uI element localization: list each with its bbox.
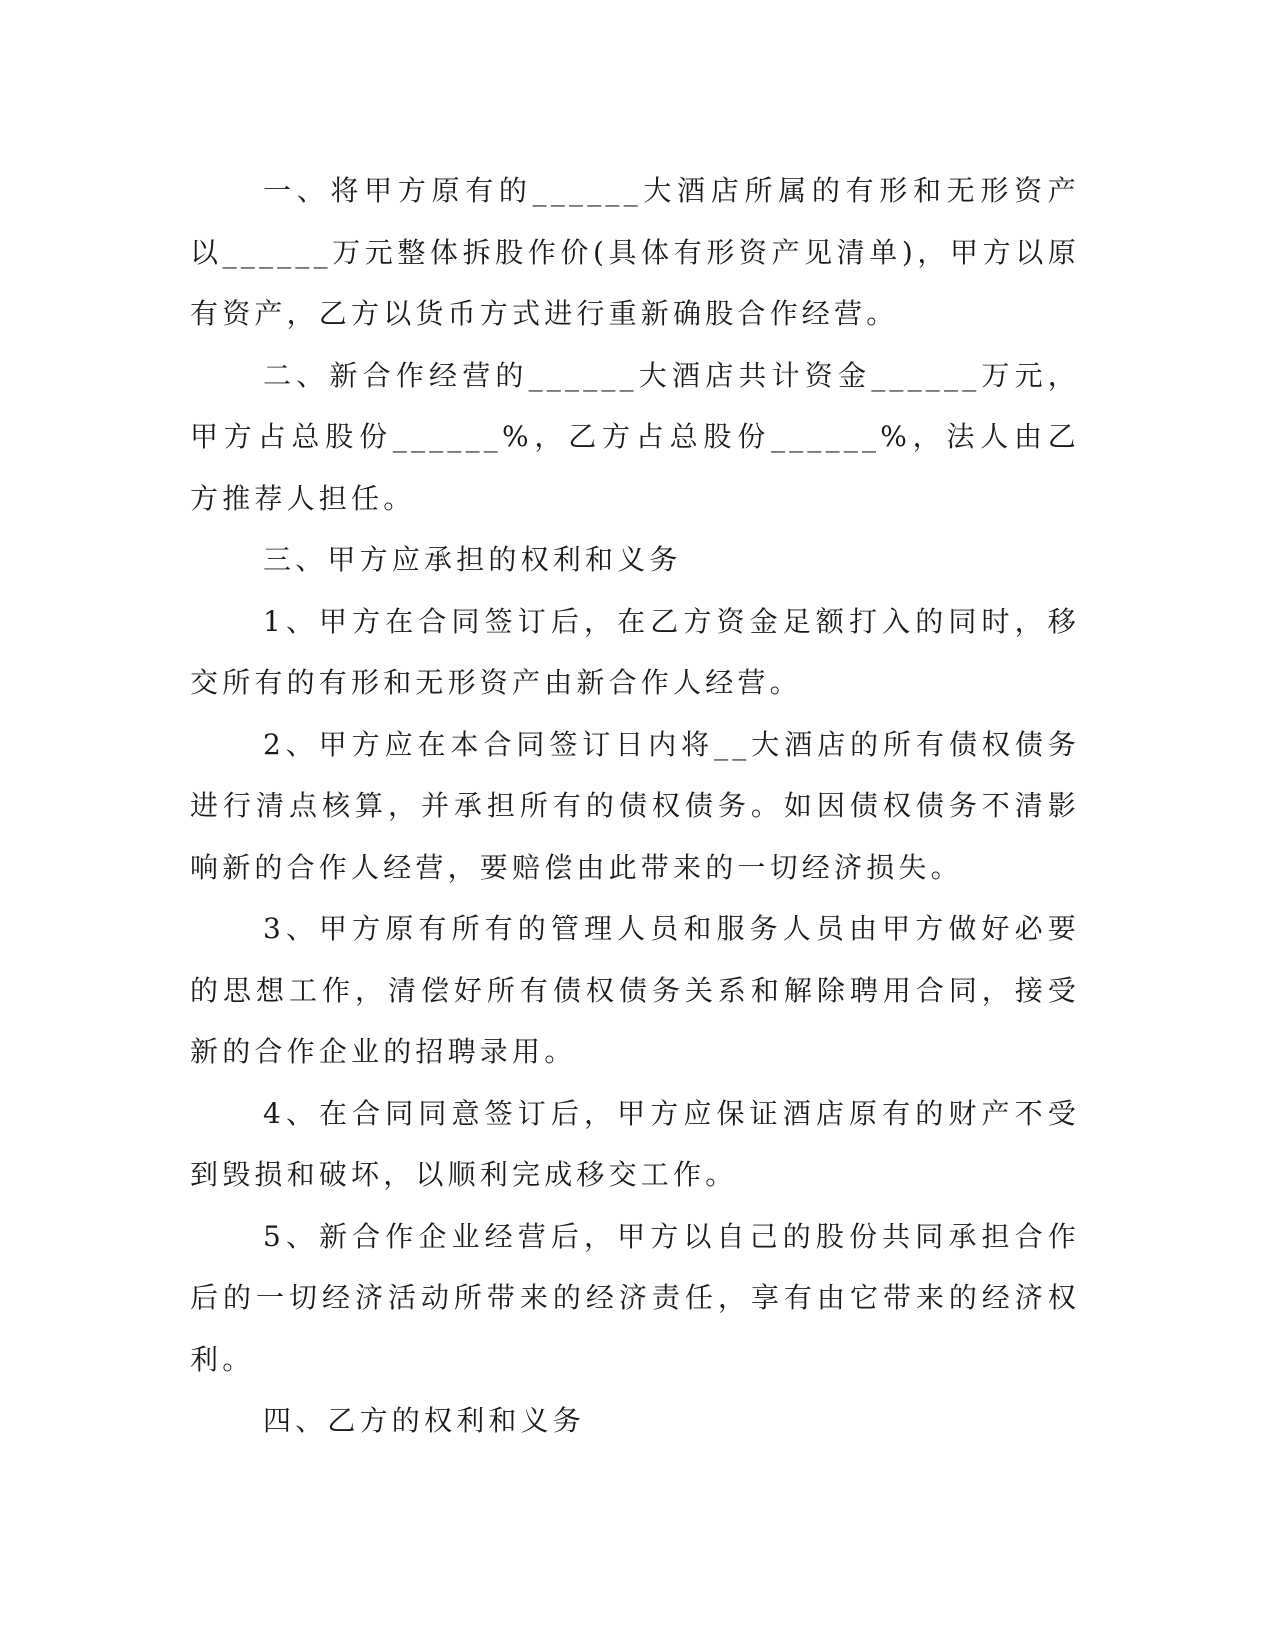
document-body <box>190 160 1080 1452</box>
section-heading-party-b-duties: 四、乙方的权利和义务 <box>263 1404 586 1437</box>
party-a-item-5: 5、新合作企业经营后，甲方以自己的股份共同承担合作后的一切经济活动所带来的经济责任，享有由它带来的经济权利。 <box>190 1219 1080 1376</box>
section-heading-party-a-duties: 三、甲方应承担的权利和义务 <box>263 543 682 576</box>
party-a-item-2: 2、甲方应在本合同签订日内将__大酒店的所有债权债务进行清点核算，并承担所有的债权债务。如因债权债务不清影响新的合作人经营，要赔偿由此带来的一切经济损失。 <box>190 727 1080 884</box>
party-a-item-4: 4、在合同同意签订后，甲方应保证酒店原有的财产不受到毁损和破坏，以顺利完成移交工作。 <box>190 1096 1080 1191</box>
clause-2-capital-shares: 二、新合作经营的______大酒店共计资金______万元，甲方占总股份______%，乙方占总股份______%，法人由乙方推荐人担任。 <box>190 358 1080 515</box>
party-a-item-1: 1、甲方在合同签订后，在乙方资金足额打入的同时，移交所有的有形和无形资产由新合作人经营。 <box>190 604 1080 699</box>
party-a-item-3: 3、甲方原有所有的管理人员和服务人员由甲方做好必要的思想工作，清偿好所有债权债务关系和解除聘用合同，接受新的合作企业的招聘录用。 <box>190 912 1080 1068</box>
clause-1-asset-valuation: 一、将甲方原有的______大酒店所属的有形和无形资产以______万元整体拆股作价(具体有形资产见清单)，甲方以原有资产，乙方以货币方式进行重新确股合作经营。 <box>190 174 1080 330</box>
